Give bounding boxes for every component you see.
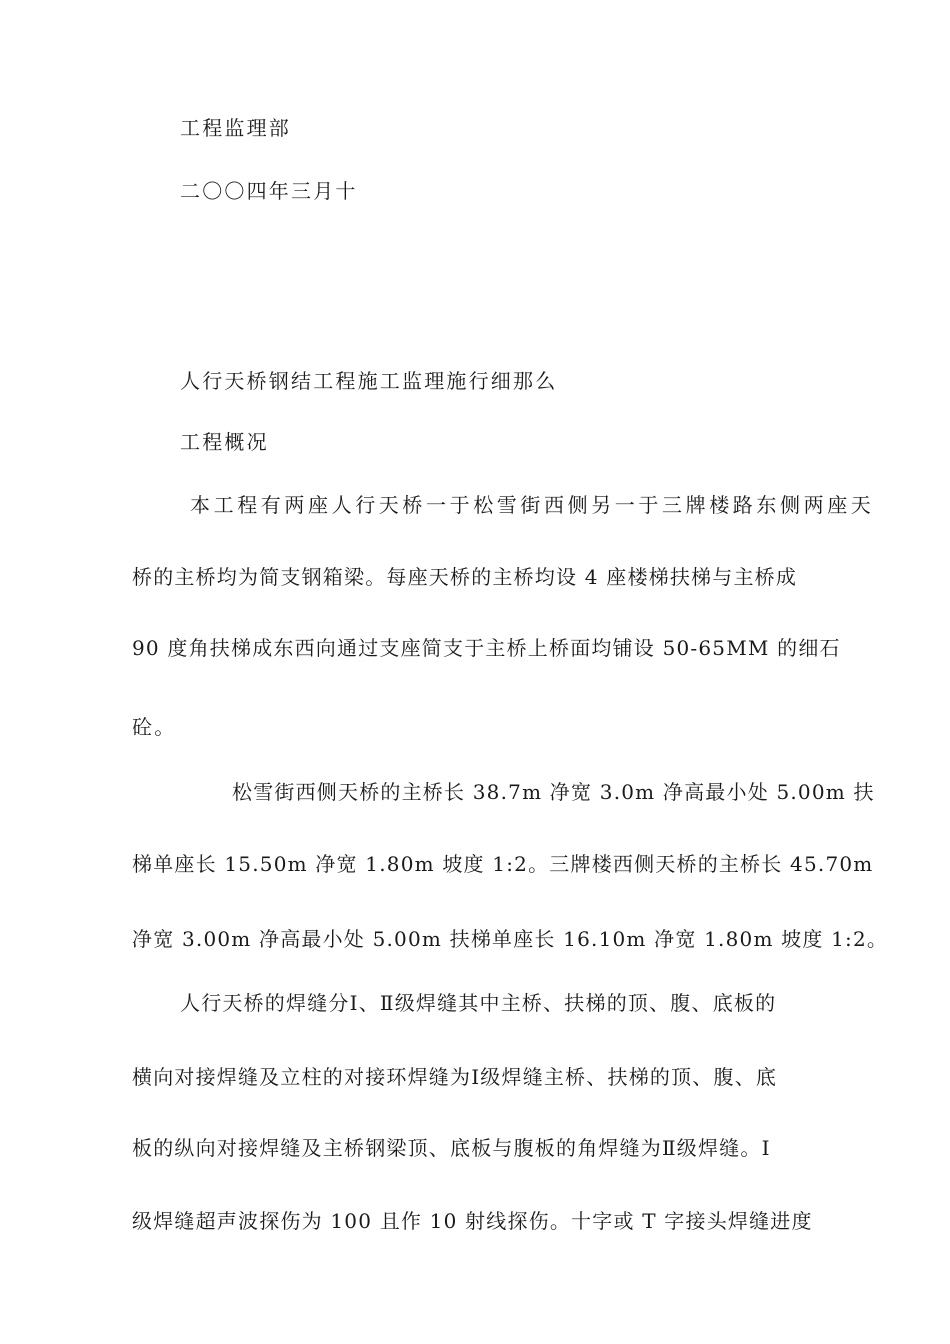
- paragraph-line: 松雪街西侧天桥的主桥长 38.7m 净宽 3.0m 净高最小处 5.00m 扶: [232, 780, 875, 804]
- paragraph-line: 本工程有两座人行天桥一于松雪街西侧另一于三牌楼路东侧两座天: [190, 493, 875, 517]
- section-heading: 工程概况: [180, 430, 269, 454]
- paragraph-line: 人行天桥的焊缝分Ⅰ、Ⅱ级焊缝其中主桥、扶梯的顶、腹、底板的: [180, 991, 777, 1015]
- paragraph-line: 板的纵向对接焊缝及主桥钢梁顶、底板与腹板的角焊缝为Ⅱ级焊缝。Ⅰ: [132, 1136, 771, 1160]
- paragraph-line: 梯单座长 15.50m 净宽 1.80m 坡度 1:2。三牌楼西侧天桥的主桥长 45.70m: [132, 852, 874, 876]
- document-title: 人行天桥钢结工程施工监理施行细那么: [180, 369, 558, 393]
- paragraph-line: 横向对接焊缝及立柱的对接环焊缝为Ⅰ级焊缝主桥、扶梯的顶、腹、底: [132, 1065, 778, 1089]
- paragraph-line: 桥的主桥均为简支钢箱梁。每座天桥的主桥均设 4 座楼梯扶梯与主桥成: [132, 565, 798, 589]
- paragraph-line: 砼。: [132, 715, 177, 739]
- document-date: 二〇〇四年三月十: [180, 179, 358, 203]
- paragraph-line: 90 度角扶梯成东西向通过支座简支于主桥上桥面均铺设 50-65MM 的细石: [132, 636, 841, 660]
- paragraph-line: 净宽 3.00m 净高最小处 5.00m 扶梯单座长 16.10m 净宽 1.80m 坡度 1:2。: [132, 927, 889, 951]
- department-name: 工程监理部: [180, 116, 291, 140]
- paragraph-line: 级焊缝超声波探伤为 100 且作 10 射线探伤。十字或 T 字接头焊缝进度: [132, 1209, 813, 1233]
